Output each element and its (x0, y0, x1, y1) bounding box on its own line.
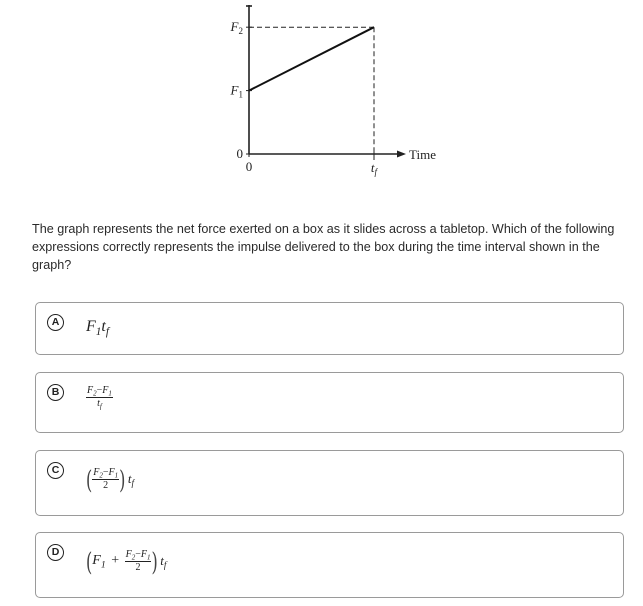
choice-c-minus: − (102, 467, 109, 478)
x-axis-arrow (397, 151, 406, 158)
choice-c-fraction (92, 468, 119, 491)
choice-c-open-paren: ( (86, 464, 93, 495)
y-tick-label-f1-main: F (230, 82, 239, 98)
choice-d-num-f1-sub: 1 (146, 553, 151, 562)
choice-d-denominator: 2 (135, 561, 141, 573)
choice-letter-badge-c: C (47, 462, 64, 479)
choice-d-open-paren: ( (86, 546, 93, 577)
y-tick-label-f2 (230, 19, 243, 36)
choice-letter-badge-d: D (47, 544, 64, 561)
choice-a-expression (86, 318, 109, 336)
force-time-graph (0, 0, 643, 190)
choice-b-numerator (86, 386, 113, 398)
choice-d-lead-f1: F (92, 553, 101, 569)
choice-d-numerator (125, 550, 152, 562)
y-tick-label-f2-sub: 2 (238, 26, 243, 37)
choice-a-f: F (86, 318, 96, 335)
choice-c-tail (127, 471, 135, 489)
choice-letter-badge-a: A (47, 314, 64, 331)
choice-b-expression (86, 386, 113, 409)
choice-b-denominator (86, 398, 113, 409)
choice-a-t-sub: f (105, 325, 109, 338)
answer-choice-a[interactable] (35, 302, 624, 355)
choice-d-tail-t-sub: f (163, 560, 167, 571)
choice-d-tail (160, 553, 167, 571)
choice-b-fraction (86, 386, 113, 409)
choice-c-tail-t-sub: f (131, 478, 135, 489)
answer-choice-b[interactable] (35, 372, 624, 433)
choice-d-num-f1: F (140, 549, 147, 560)
choice-d-lead (92, 553, 106, 571)
choice-b-den-t: t (97, 397, 100, 409)
answer-choice-c[interactable] (35, 450, 624, 516)
choice-d-expression (86, 546, 167, 577)
question-text: The graph represents the net force exerted on a box as it slides across a tabletop. Which of the following expressions correctly represents the impulse delivered to the box during the time interval shown in the graph? (32, 222, 615, 272)
choice-d-num-f2-sub: 2 (131, 553, 136, 562)
choice-a-f-sub: 1 (95, 325, 102, 338)
y-tick-label-f1-sub: 1 (238, 89, 243, 100)
y-tick-label-f1 (230, 83, 243, 100)
x-tick-label-tf (371, 160, 379, 177)
choice-b-num-f1: F (102, 385, 109, 396)
series-line (249, 27, 374, 90)
x-tick-label-0: 0 (245, 159, 253, 174)
choice-b-num-f2-sub: 2 (93, 389, 97, 398)
choice-letter-badge-b: B (47, 384, 64, 401)
choice-d-tail-t: t (160, 553, 164, 569)
choice-d-fraction (125, 550, 152, 573)
choice-d-close-paren: ) (151, 546, 158, 577)
x-tick-label-tf-main: t (370, 160, 375, 175)
x-tick-label-tf-sub: f (374, 167, 378, 177)
x-axis-label: Time (409, 147, 436, 162)
choice-b-num-f2: F (87, 385, 94, 396)
choice-d-num-f2: F (125, 549, 132, 560)
y-tick-label-0: 0 (236, 146, 243, 161)
choice-c-num-f1: F (108, 467, 115, 478)
choice-c-tail-t: t (127, 471, 132, 487)
choice-d-lead-f1-sub: 1 (100, 559, 106, 571)
choice-c-close-paren: ) (119, 464, 126, 495)
y-tick-label-f2-main: F (230, 19, 239, 35)
choice-c-num-f2-sub: 2 (99, 471, 103, 480)
choice-d-plus: + (111, 553, 120, 569)
choice-c-expression (86, 464, 135, 495)
choice-b-den-t-sub: f (99, 401, 102, 410)
choice-b-minus: − (96, 385, 103, 396)
choice-b-num-f1-sub: 1 (108, 389, 112, 398)
choice-d-minus: − (135, 549, 141, 560)
choice-c-denominator: 2 (103, 479, 109, 491)
choice-c-num-f2: F (93, 467, 100, 478)
choice-c-num-f1-sub: 1 (114, 471, 119, 480)
choice-a-t: t (101, 318, 106, 335)
answer-choice-d[interactable] (35, 532, 624, 598)
choice-c-numerator (92, 468, 119, 480)
